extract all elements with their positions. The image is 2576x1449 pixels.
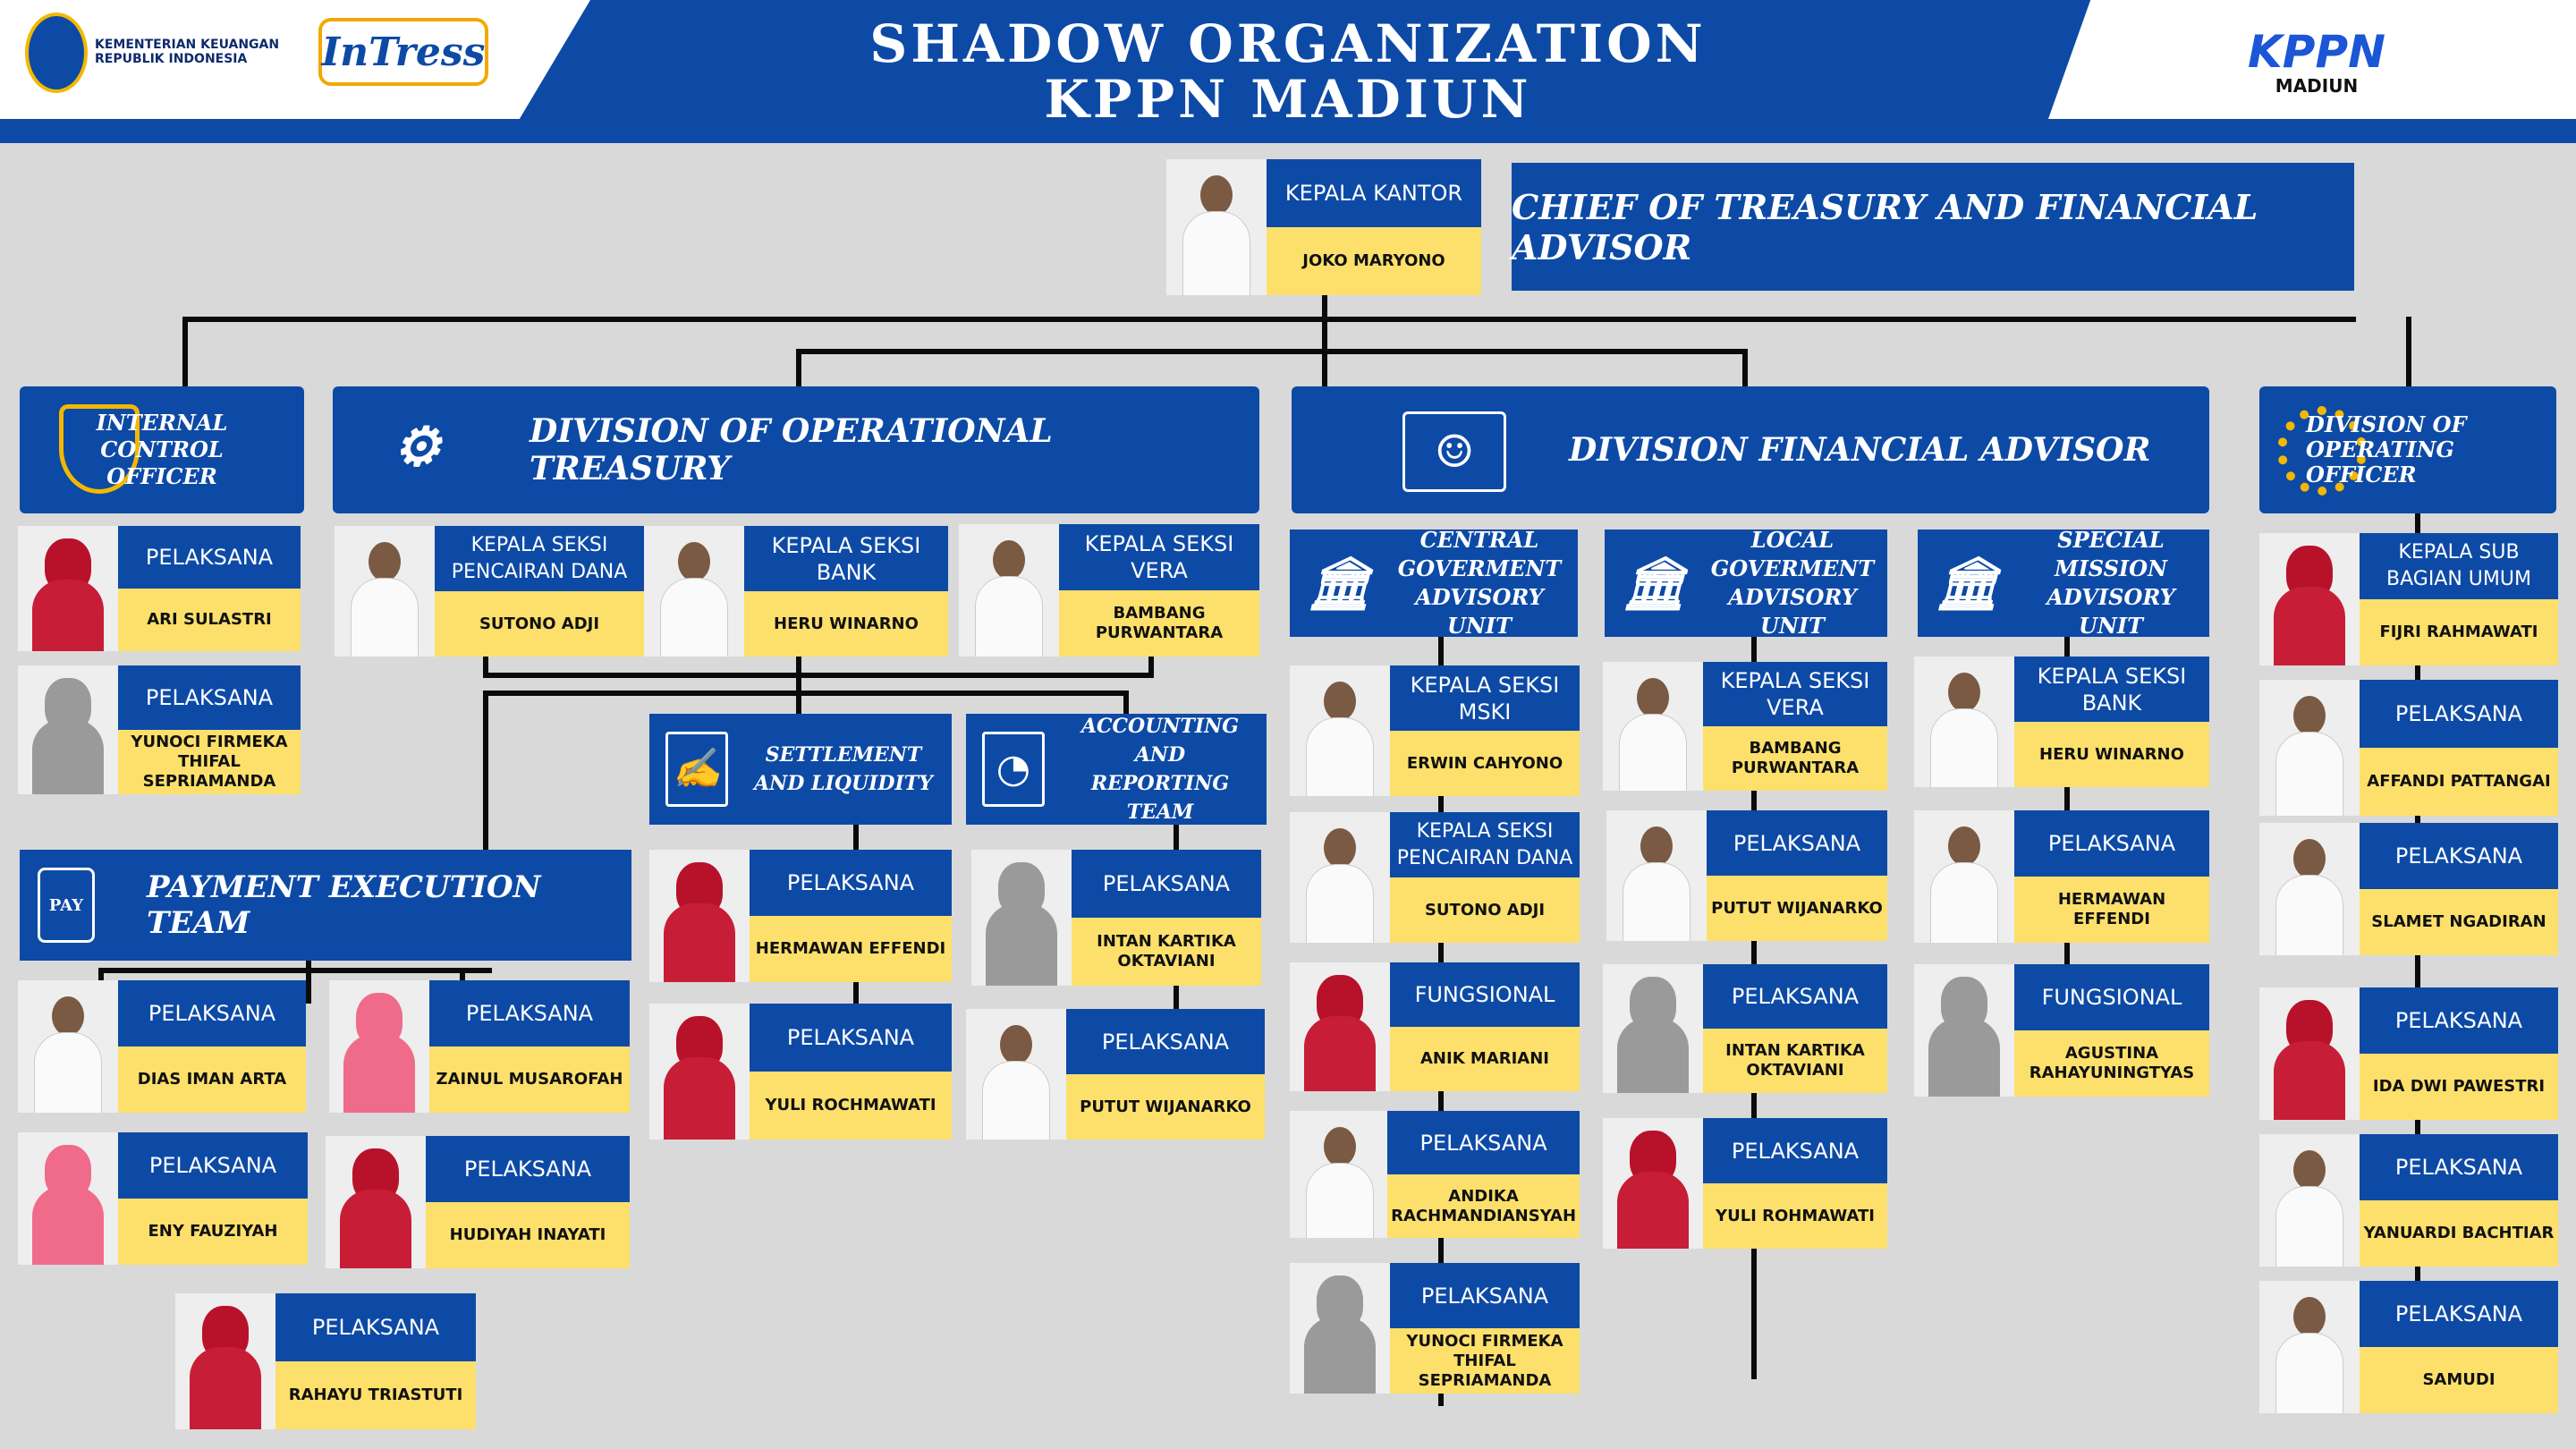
left-logo-panel [0,0,590,119]
person-info [2360,1134,2558,1267]
ministry-seal-icon [25,13,88,93]
person-role: PELAKSANA [1390,1263,1580,1328]
person-card [1603,1118,1887,1249]
person-info [275,1293,476,1429]
person-card [649,1004,952,1140]
person-photo [1914,810,2014,943]
settlement-liquidity-title: SETTLEMENT AND LIQUIDITY [754,743,933,795]
special-mission-unit-header [1918,527,2209,639]
person-role: PELAKSANA [750,850,952,916]
person-name: IDA DWI PAWESTRI [2360,1054,2558,1120]
body-shape [1619,714,1687,791]
person-card [1914,964,2209,1097]
person-role: PELAKSANA [2360,680,2558,748]
person-card [18,526,301,651]
person-info [1059,524,1259,657]
person-card [2259,987,2558,1120]
body-shape [343,1034,415,1113]
government-building-icon: 🏛 [1935,553,2001,614]
person-photo [1914,964,2014,1097]
body-shape [1306,1163,1374,1238]
person-info [1390,812,1580,943]
body-shape [32,719,104,794]
person-name: SAMUDI [2360,1347,2558,1413]
person-card [2259,1281,2558,1413]
person-card [2259,823,2558,955]
local-government-unit-title: LOCAL GOVERMENT ADVISORY UNIT [1710,527,1875,639]
financial-advisor-title: DIVISION FINANCIAL ADVISOR [1569,431,2151,469]
report-chart-icon: ◔ [982,732,1045,807]
financial-advisor-header [1292,386,2209,513]
person-info [750,1004,952,1140]
local-government-unit-header [1605,527,1887,639]
operational-treasury-title: DIVISION OF OPERATIONAL TREASURY [530,412,1053,487]
person-role: PELAKSANA [2360,823,2558,889]
head-shape [1324,682,1356,721]
person-name: HUDIYAH INAYATI [426,1202,630,1268]
person-role: PELAKSANA [1066,1009,1265,1074]
head-shape [1324,1127,1356,1166]
person-card [1603,662,1887,791]
body-shape [2275,732,2343,816]
operating-officer-header [2259,386,2556,513]
kppn-city: MADIUN [2275,75,2359,97]
person-role: PELAKSANA [2360,1281,2558,1347]
person-photo [175,1293,275,1429]
person-role: KEPALA SEKSI PENCAIRAN DANA [1390,812,1580,877]
connector-line [1148,655,1154,674]
person-name: SLAMET NGADIRAN [2360,889,2558,955]
title-line2: KPPN MADIUN [1044,69,1532,130]
person-name: HERU WINARNO [744,591,948,657]
person-info [1390,962,1580,1091]
person-name: ARI SULASTRI [118,589,301,651]
person-role: PELAKSANA [1703,1118,1887,1183]
person-photo [2259,987,2360,1120]
person-name: YANUARDI BACHTIAR [2360,1200,2558,1267]
person-photo [2259,680,2360,816]
person-info [118,980,306,1113]
payment-execution-team-title: PAYMENT EXECUTION TEAM [147,869,541,941]
body-shape [190,1347,261,1429]
person-role: PELAKSANA [118,665,301,730]
person-photo [1606,810,1707,941]
body-shape [351,578,419,657]
body-shape [1617,1172,1689,1249]
head-shape [2293,1150,2326,1190]
person-role: KEPALA SUB BAGIAN UMUM [2360,533,2558,599]
body-shape [1623,862,1690,941]
connector-line [796,349,801,388]
person-name: HERU WINARNO [2014,722,2209,787]
payment-execution-team-header [20,850,631,961]
person-role: PELAKSANA [118,980,306,1046]
page-title [680,13,1896,130]
person-role: PELAKSANA [275,1293,476,1361]
process-people-icon: ⚙ [393,416,441,479]
head-shape [2293,1297,2326,1336]
person-role: PELAKSANA [118,526,301,589]
person-photo [18,1132,118,1265]
government-building-icon: 🏛 [1622,553,1688,614]
person-card [1290,1111,1580,1238]
person-card [326,1136,630,1268]
person-name: ANDIKA RACHMANDIANSYAH [1387,1174,1580,1238]
person-role: FUNGSIONAL [2014,964,2209,1030]
person-role: KEPALA SEKSI PENCAIRAN DANA [435,526,644,591]
settlement-liquidity-header [649,714,952,825]
central-government-unit-title: CENTRAL GOVERMENT ADVISORY UNIT [1397,527,1562,639]
person-role: KEPALA SEKSI VERA [1059,524,1259,590]
chief-photo [1166,159,1267,295]
person-info [118,665,301,794]
person-info [118,1132,308,1265]
person-info [744,526,948,657]
person-info [2360,987,2558,1120]
person-card [1290,962,1580,1091]
body-shape [2274,1041,2345,1120]
person-role: PELAKSANA [1072,850,1261,918]
person-name: ZAINUL MUSAROFAH [429,1046,630,1113]
person-name: AFFANDI PATTANGAI [2360,748,2558,816]
person-info [1390,665,1580,796]
person-card [1603,964,1887,1093]
body-shape [664,1057,735,1140]
body-shape [340,1190,411,1268]
head-shape [52,996,84,1036]
person-photo [1290,812,1390,943]
person-card [2259,533,2558,665]
person-info [426,1136,630,1268]
intress-logo: InTress [318,18,488,86]
special-mission-unit-title: SPECIAL MISSION ADVISORY UNIT [2046,527,2175,639]
person-photo [1914,657,2014,787]
person-photo [966,1009,1066,1140]
person-name: PUTUT WIJANARKO [1707,876,1887,941]
internal-control-officer-title: INTERNAL CONTROL OFFICER [96,410,228,489]
person-name: RAHAYU TRIASTUTI [275,1361,476,1429]
connector-line [796,691,801,714]
chief-name: JOKO MARYONO [1267,227,1481,295]
person-card [966,1009,1265,1140]
person-info [2360,823,2558,955]
connector-line [483,691,488,852]
person-photo [2259,823,2360,955]
connector-line [1742,349,1748,388]
person-card [1606,810,1887,941]
person-role: KEPALA SEKSI MSKI [1390,665,1580,731]
person-info [2014,657,2209,787]
chief-role: KEPALA KANTOR [1267,159,1481,227]
person-info [1707,810,1887,941]
person-info [429,980,630,1113]
body-shape [1928,1018,2000,1097]
person-name: PUTUT WIJANARKO [1066,1074,1265,1140]
person-info [1066,1009,1265,1140]
person-photo [644,526,744,657]
body-shape [32,580,104,651]
person-info [435,526,644,657]
person-name: AGUSTINA RAHAYUNINGTYAS [2014,1030,2209,1097]
person-photo [1290,665,1390,796]
person-photo [959,524,1059,657]
person-info [2360,1281,2558,1413]
person-role: PELAKSANA [2360,987,2558,1054]
person-name: INTAN KARTIKA OKTAVIANI [1703,1029,1887,1093]
body-shape [2275,1186,2343,1267]
person-photo [2259,1134,2360,1267]
person-role: KEPALA SEKSI BANK [744,526,948,591]
head-shape [2293,839,2326,878]
person-name: INTAN KARTIKA OKTAVIANI [1072,918,1261,986]
person-name: HERMAWAN EFFENDI [750,916,952,982]
person-name: FIJRI RAHMAWATI [2360,599,2558,665]
person-card [329,980,630,1113]
person-role: PELAKSANA [2014,810,2209,877]
person-role: PELAKSANA [118,1132,308,1199]
person-photo [2259,1281,2360,1413]
body-shape [1304,1317,1376,1394]
head-shape [2293,696,2326,735]
body-shape [2274,587,2345,665]
person-photo [1290,962,1390,1091]
connector-line [483,673,1154,678]
body-shape [1306,864,1374,943]
person-info [2360,680,2558,816]
person-card [18,665,301,794]
head-shape [993,540,1025,580]
person-photo [1290,1263,1390,1394]
body-shape [34,1032,102,1113]
operating-officer-title: DIVISION OF OPERATING OFFICER [2306,411,2467,487]
body-shape [32,1186,104,1265]
body-shape [664,903,735,982]
body-shape [2275,875,2343,955]
person-photo [326,1136,426,1268]
person-name: DIAS IMAN ARTA [118,1046,306,1113]
chief-banner: CHIEF OF TREASURY AND FINANCIAL ADVISOR [1512,163,2354,291]
person-info [1703,662,1887,791]
person-photo [329,980,429,1113]
person-card [959,524,1259,657]
body-shape [1617,1018,1689,1093]
person-info [1703,964,1887,1093]
body-shape [660,578,728,657]
presenter-icon: ☺ [1402,411,1506,492]
person-card [2259,680,2558,816]
head-shape [1640,826,1673,866]
person-name: BAMBANG PURWANTARA [1703,726,1887,791]
person-role: FUNGSIONAL [1390,962,1580,1027]
accounting-reporting-title: ACCOUNTING AND REPORTING TEAM [1080,715,1240,824]
person-name: BAMBANG PURWANTARA [1059,590,1259,657]
person-photo [1603,964,1703,1093]
person-role: KEPALA SEKSI VERA [1703,662,1887,726]
title-line1: SHADOW ORGANIZATION [869,13,1707,74]
pay-card-icon: PAY [38,868,95,943]
person-name: YULI ROHMAWATI [1703,1183,1887,1249]
person-card [1914,810,2209,943]
chief-card [1166,159,1481,295]
person-card [2259,1134,2558,1267]
head-shape [369,542,401,581]
central-government-unit-header [1290,527,1578,639]
person-role: PELAKSANA [1703,964,1887,1029]
body-shape [1304,1016,1376,1091]
head-shape [1000,1025,1032,1064]
person-card [1290,1263,1580,1394]
head-shape [678,542,710,581]
connector-line [483,655,488,674]
person-name: YUNOCI FIRMEKA THIFAL SEPRIAMANDA [1390,1328,1580,1394]
person-card [1290,665,1580,796]
person-role: PELAKSANA [429,980,630,1046]
person-card [649,850,952,982]
person-role: PELAKSANA [750,1004,952,1072]
person-name: ANIK MARIANI [1390,1027,1580,1091]
person-info [1072,850,1261,986]
kppn-logo-text: KPPN [2248,26,2385,78]
body-shape [975,576,1043,657]
person-card [335,526,644,657]
person-name: YUNOCI FIRMEKA THIFAL SEPRIAMANDA [118,730,301,794]
person-card [1290,812,1580,943]
body-shape [1930,708,1998,787]
person-name: SUTONO ADJI [435,591,644,657]
person-photo [971,850,1072,986]
connector-line [2406,317,2411,388]
person-card [18,980,306,1113]
person-info [1703,1118,1887,1249]
government-building-icon: 🏛 [1307,553,1373,614]
body-shape [2275,1333,2343,1413]
person-role: PELAKSANA [1707,810,1887,876]
body-shape [986,903,1057,986]
connector-line [182,317,2356,322]
head-shape [1324,828,1356,868]
document-handshake-icon: ✍ [665,732,728,807]
person-name: HERMAWAN EFFENDI [2014,877,2209,943]
person-photo [649,850,750,982]
person-photo [335,526,435,657]
internal-control-officer-header [20,386,304,513]
person-photo [18,980,118,1113]
person-info [118,526,301,651]
person-card [18,1132,308,1265]
body-shape [982,1061,1050,1140]
body-shape [1306,717,1374,796]
person-card [1914,657,2209,787]
person-info [1387,1111,1580,1238]
person-role: PELAKSANA [1387,1111,1580,1174]
person-photo [18,526,118,651]
body-shape [1930,862,1998,943]
person-role: KEPALA SEKSI BANK [2014,657,2209,722]
person-name: SUTONO ADJI [1390,877,1580,943]
person-photo [18,665,118,794]
person-info [2360,533,2558,665]
accounting-reporting-header [966,714,1267,825]
person-role: PELAKSANA [426,1136,630,1202]
person-card [644,526,948,657]
person-info [2014,810,2209,943]
person-photo [2259,533,2360,665]
person-card [971,850,1261,986]
person-photo [1290,1111,1387,1238]
head-shape [1637,678,1669,717]
person-info [1390,1263,1580,1394]
ministry-name [95,38,279,66]
head-shape [1948,826,1980,866]
person-name: YULI ROCHMAWATI [750,1072,952,1140]
person-name: ENY FAUZIYAH [118,1199,308,1265]
connector-line [796,349,1748,354]
person-info [2014,964,2209,1097]
kppn-logo [2200,26,2433,97]
operational-treasury-header [333,386,1259,513]
person-info [750,850,952,982]
connector-line [483,691,1129,696]
ministry-line1: KEMENTERIAN KEUANGAN [95,38,280,52]
connector-line [182,317,188,390]
person-name: ERWIN CAHYONO [1390,731,1580,796]
head-shape [1948,673,1980,712]
person-photo [1603,1118,1703,1249]
ministry-line2: REPUBLIK INDONESIA [95,52,248,66]
connector-line [1123,691,1129,714]
person-role: PELAKSANA [2360,1134,2558,1200]
person-photo [1603,662,1703,791]
person-card [175,1293,476,1429]
person-photo [649,1004,750,1140]
connector-line [98,968,492,973]
